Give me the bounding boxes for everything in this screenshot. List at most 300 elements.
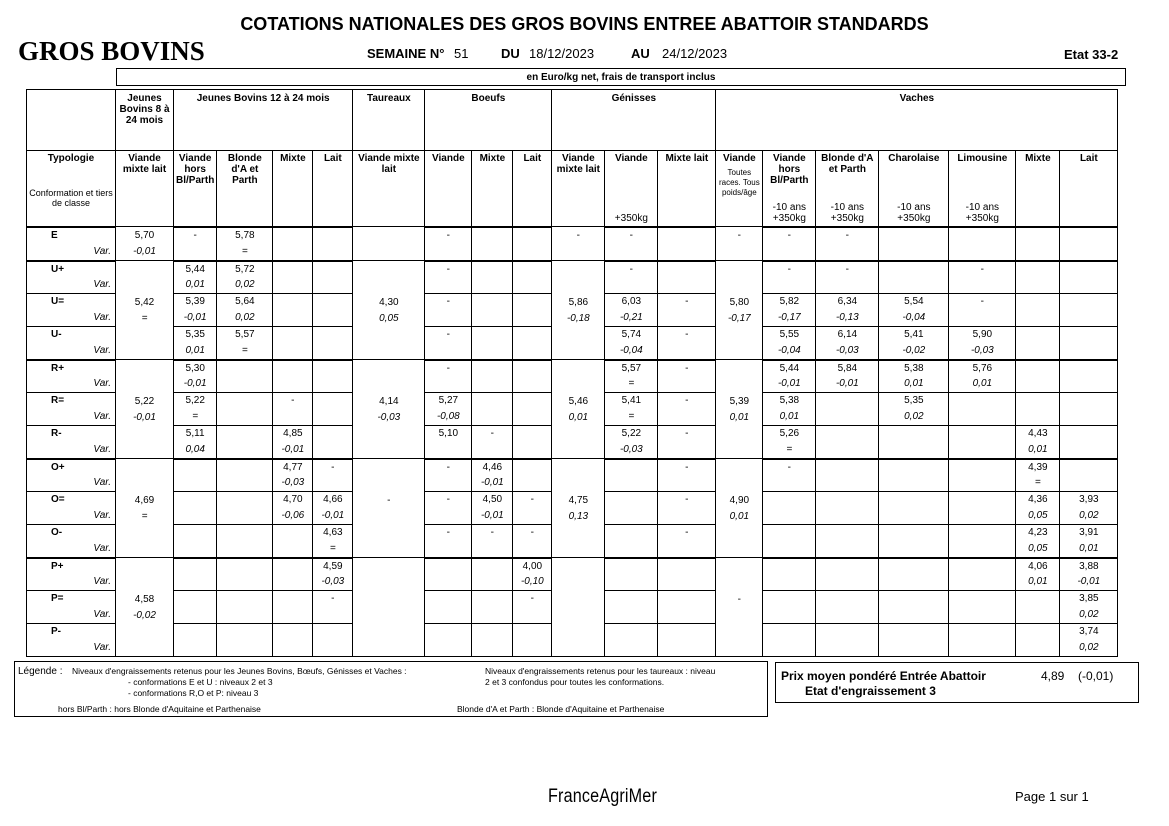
variation-cell [658,442,716,459]
value-cell [716,360,763,459]
value-cell [313,327,353,343]
variation-cell: 0,01 [763,409,816,426]
variation-cell: -0,03 [313,574,353,591]
value-cell: 5,10 [425,426,472,442]
value-cell: 5,35 [879,393,949,409]
variation-cell [425,640,472,657]
variation-cell [763,508,816,525]
variation-cell: 0,01 [1016,442,1060,459]
variation: -0,18 [566,313,590,324]
value-cell [716,261,763,360]
value-cell: - [425,294,472,310]
column-header-row [27,151,1118,227]
variation-cell [658,574,716,591]
value-cell: 4,66 [313,492,353,508]
legend-left-line1: Niveaux d'engraissements retenus pour les Jeunes Bovins, Bœufs, Génisses et Vaches : [72,666,407,676]
variation-cell [217,475,273,492]
value-cell: - [658,294,716,310]
column-header [273,151,313,227]
value-cell [1016,591,1060,607]
au-label: AU [631,46,650,61]
variation-cell [217,640,273,657]
variation-cell: -0,03 [605,442,658,459]
column-name: Viande [432,153,465,164]
value-cell [273,525,313,541]
variation-cell [658,310,716,327]
variation-cell: = [605,409,658,426]
value-cell [1060,227,1118,243]
value-cell [658,261,716,277]
variation-cell [879,243,949,261]
value-cell [949,591,1016,607]
value-cell: 4,85 [273,426,313,442]
value-cell [116,459,174,558]
variation-cell [313,640,353,657]
value-cell [174,459,217,475]
variation-cell [425,442,472,459]
value-cell [116,227,174,261]
variation-cell: 0,05 [1016,508,1060,525]
variation-cell: = [313,541,353,558]
category-header: Génisses [552,90,716,151]
value-cell [949,558,1016,574]
value-cell: - [763,227,816,243]
column-subtitle: -10 ans +350kg [965,201,1000,224]
variation-cell [949,574,1016,591]
var-label: Var. [27,310,116,327]
value-cell [605,459,658,475]
value-cell: 5,57 [605,360,658,376]
variation-cell [816,541,879,558]
var-label: Var. [27,640,116,657]
value-cell [513,459,552,475]
column-name: Lait [323,153,342,164]
value-cell [763,558,816,574]
value-cell [879,591,949,607]
row-label: P= [27,591,116,607]
value-cell: - [658,492,716,508]
variation-cell [1060,243,1118,261]
unit-note: en Euro/kg net, frais de transport inclus [116,68,1126,86]
value-cell [1060,393,1118,409]
value-cell [116,558,174,657]
column-header [116,151,174,227]
variation-cell [1060,277,1118,294]
week-label: SEMAINE N° [367,46,445,61]
variation-cell [658,376,716,393]
value-cell [217,360,273,376]
value-cell: 4,70 [273,492,313,508]
variation-cell [949,475,1016,492]
value-cell: - [949,294,1016,310]
column-name: Viande [723,153,756,164]
variation-cell [879,640,949,657]
category-title: GROS BOVINS [18,36,205,66]
row-label: O= [27,492,116,508]
value-cell: 5,74 [605,327,658,343]
value-cell: - [472,525,513,541]
value-cell [1016,261,1060,277]
variation-cell [605,607,658,624]
page-number: Page 1 sur 1 [1015,789,1089,804]
variation-cell [217,376,273,393]
variation-cell [273,574,313,591]
value-cell [763,624,816,640]
variation-cell [605,277,658,294]
value-cell [174,492,217,508]
value-cell: 4,59 [313,558,353,574]
variation-cell: -0,17 [763,310,816,327]
value-cell [217,591,273,607]
variation-cell: -0,13 [816,310,879,327]
value: 4,30 [379,297,399,308]
du-date: 18/12/2023 [529,46,595,61]
table-row [27,360,1118,376]
variation-cell: -0,04 [605,343,658,360]
value-cell [763,525,816,541]
variation-cell [472,376,513,393]
variation-cell [658,607,716,624]
value-cell [472,327,513,343]
value-cell [174,624,217,640]
column-name: Limousine [957,153,1008,164]
value: 5,70 [134,230,155,241]
variation-cell [217,574,273,591]
row-label: E [27,227,116,243]
variation-cell [313,607,353,624]
prix-moyen-box [775,662,1139,703]
value-cell [313,624,353,640]
row-label: R= [27,393,116,409]
value-cell [605,525,658,541]
value-cell [552,459,605,558]
variation-cell [949,541,1016,558]
variation-cell [816,574,879,591]
variation-cell [763,475,816,492]
variation-cell [313,475,353,492]
variation-cell: -0,03 [949,343,1016,360]
variation-cell [273,541,313,558]
variation-cell: -0,01 [174,376,217,393]
value-cell [425,591,472,607]
value: - [737,594,742,605]
value-cell: 6,14 [816,327,879,343]
value-cell [353,227,425,261]
value-cell [658,624,716,640]
column-header [879,151,949,227]
variation-cell [879,607,949,624]
value-cell [217,393,273,409]
variation-cell [763,541,816,558]
value-cell: - [425,327,472,343]
value-cell: 5,39 [174,294,217,310]
value-cell: 4,36 [1016,492,1060,508]
value-cell [879,492,949,508]
value-cell [217,624,273,640]
variation: -0,01 [133,246,156,257]
variation-cell [313,442,353,459]
value-cell [116,360,174,459]
variation: = [141,313,148,324]
column-name: Mixte lait [665,153,709,164]
value-cell [313,227,353,243]
column-name: Lait [1079,153,1098,164]
variation-cell [472,243,513,261]
value-cell [716,227,763,261]
variation-cell: -0,21 [605,310,658,327]
variation-cell [513,376,552,393]
var-label: Var. [27,343,116,360]
value-cell [605,591,658,607]
legend-left-line3: - conformations R,O et P: niveau 3 [128,688,259,698]
variation-cell [217,541,273,558]
variation-cell [879,475,949,492]
value-cell [816,393,879,409]
table-row [27,459,1118,475]
value-cell [174,591,217,607]
column-name: Blonde d'A et Parth [227,153,262,186]
variation-cell: 0,02 [1060,607,1118,624]
var-label: Var. [27,574,116,591]
variation-cell [763,640,816,657]
prix-var: (-0,01) [1078,669,1114,683]
variation-cell [425,243,472,261]
var-label: Var. [27,442,116,459]
value-cell [217,558,273,574]
value-cell: 3,93 [1060,492,1118,508]
variation-cell [174,607,217,624]
value-cell: 5,44 [763,360,816,376]
category-header: Jeunes Bovins 12 à 24 mois [174,90,353,151]
value-cell [273,360,313,376]
variation-cell: -0,01 [313,508,353,525]
variation-cell [816,508,879,525]
variation-cell [816,607,879,624]
var-label: Var. [27,243,116,261]
variation-cell: 0,02 [217,310,273,327]
variation-cell: 0,01 [1060,541,1118,558]
value-cell: 5,90 [949,327,1016,343]
variation-cell: -0,01 [472,508,513,525]
value-cell [605,492,658,508]
variation-cell [1016,409,1060,426]
value-cell [763,492,816,508]
variation-cell [513,310,552,327]
value-cell [816,624,879,640]
variation-cell [816,409,879,426]
variation: 0,01 [568,412,589,423]
legend-label: Légende : [18,666,63,677]
value-cell [1060,360,1118,376]
value: - [576,230,581,241]
value-cell [1060,294,1118,310]
category-header: Vaches [716,90,1118,151]
column-name: Mixte [479,153,506,164]
row-label: U- [27,327,116,343]
value-cell [472,227,513,243]
variation-cell [658,475,716,492]
variation-cell [472,409,513,426]
row-label: U+ [27,261,116,277]
value-cell [605,624,658,640]
row-label: O+ [27,459,116,475]
category-header: Boeufs [425,90,552,151]
value-cell [879,227,949,243]
value-cell [949,426,1016,442]
value-cell [472,591,513,607]
variation-cell [273,607,313,624]
value-cell: - [425,525,472,541]
variation-cell [605,243,658,261]
value-cell [472,294,513,310]
value-cell [605,558,658,574]
value-cell: 3,88 [1060,558,1118,574]
value: - [387,495,391,506]
column-header [174,151,217,227]
prix-value: 4,89 [1041,669,1065,683]
variation-cell [879,574,949,591]
variation-cell [949,640,1016,657]
variation: 0,01 [729,412,750,423]
value-cell [816,492,879,508]
variation-cell [658,541,716,558]
variation-cell: 0,02 [1060,640,1118,657]
column-subtitle: +350kg [614,212,648,224]
column-name: Viande hors Bl/Parth [770,153,809,186]
variation-cell: 0,02 [217,277,273,294]
variation-cell [425,508,472,525]
value-cell: 4,46 [472,459,513,475]
var-label: Var. [27,607,116,624]
value-cell: 4,43 [1016,426,1060,442]
variation-cell [217,409,273,426]
value-cell: - [605,261,658,277]
variation-cell [1060,376,1118,393]
value-cell [273,261,313,277]
row-label: P- [27,624,116,640]
variation-cell [425,376,472,393]
value-cell: 5,38 [763,393,816,409]
variation-cell: = [217,243,273,261]
value-cell: - [763,459,816,475]
au-date: 24/12/2023 [662,46,728,61]
value-cell: 5,72 [217,261,273,277]
value-cell [353,261,425,360]
value-cell [949,525,1016,541]
var-label: Var. [27,541,116,558]
value-cell [217,492,273,508]
column-header [949,151,1016,227]
variation-cell: 0,02 [1060,508,1118,525]
variation-cell [513,442,552,459]
variation-cell [513,508,552,525]
variation-cell [1016,343,1060,360]
value-cell: 5,64 [217,294,273,310]
value-cell: - [425,227,472,243]
value-cell [879,624,949,640]
variation-cell [313,343,353,360]
value-cell: 3,74 [1060,624,1118,640]
variation-cell [658,243,716,261]
value-cell: 5,35 [174,327,217,343]
value-cell [472,393,513,409]
variation-cell: -0,03 [273,475,313,492]
variation-cell [658,277,716,294]
value-cell [217,426,273,442]
value-cell [513,393,552,409]
value-cell: 4,00 [513,558,552,574]
typologie-cell [27,151,116,227]
column-subtitle: -10 ans +350kg [830,201,865,224]
variation-cell [1060,343,1118,360]
variation-cell [816,442,879,459]
legend-box [14,661,768,717]
value-cell: 5,82 [763,294,816,310]
value-cell [313,360,353,376]
value-cell [116,261,174,360]
value-cell: - [658,459,716,475]
value-cell [879,525,949,541]
value-cell: 5,26 [763,426,816,442]
column-header [552,151,605,227]
value-cell: 4,23 [1016,525,1060,541]
value-cell [1016,360,1060,376]
column-name: Mixte [280,153,306,164]
prix-label-2: Etat d'engraissement 3 [805,684,936,698]
variation-cell [605,541,658,558]
variation-cell: 0,02 [879,409,949,426]
value-cell: 4,06 [1016,558,1060,574]
column-header [816,151,879,227]
value-cell: - [313,591,353,607]
value-cell: 5,11 [174,426,217,442]
value-cell: - [658,327,716,343]
value-cell [716,558,763,657]
value: 4,69 [134,495,155,506]
value-cell: - [425,492,472,508]
var-label: Var. [27,409,116,426]
variation-cell: = [605,376,658,393]
variation-cell [816,640,879,657]
column-header [658,151,716,227]
value-cell: 5,41 [605,393,658,409]
variation-cell: -0,01 [1060,574,1118,591]
value-cell [816,558,879,574]
variation-cell [313,243,353,261]
typologie-label: Typologie [47,153,95,164]
variation-cell [1016,640,1060,657]
variation-cell: -0,03 [816,343,879,360]
value-cell: - [174,227,217,243]
value-cell [1016,327,1060,343]
value: 5,42 [134,297,155,308]
variation-cell [605,475,658,492]
column-header [763,151,816,227]
variation-cell [949,277,1016,294]
var-label: Var. [27,508,116,525]
variation-cell [1060,310,1118,327]
value-cell: - [472,426,513,442]
variation-cell [1016,607,1060,624]
column-header [472,151,513,227]
value-cell [658,558,716,574]
value-cell: - [605,227,658,243]
category-header-row [27,90,1118,151]
value-cell: 5,41 [879,327,949,343]
variation-cell [513,541,552,558]
var-label: Var. [27,376,116,393]
value-cell [273,327,313,343]
